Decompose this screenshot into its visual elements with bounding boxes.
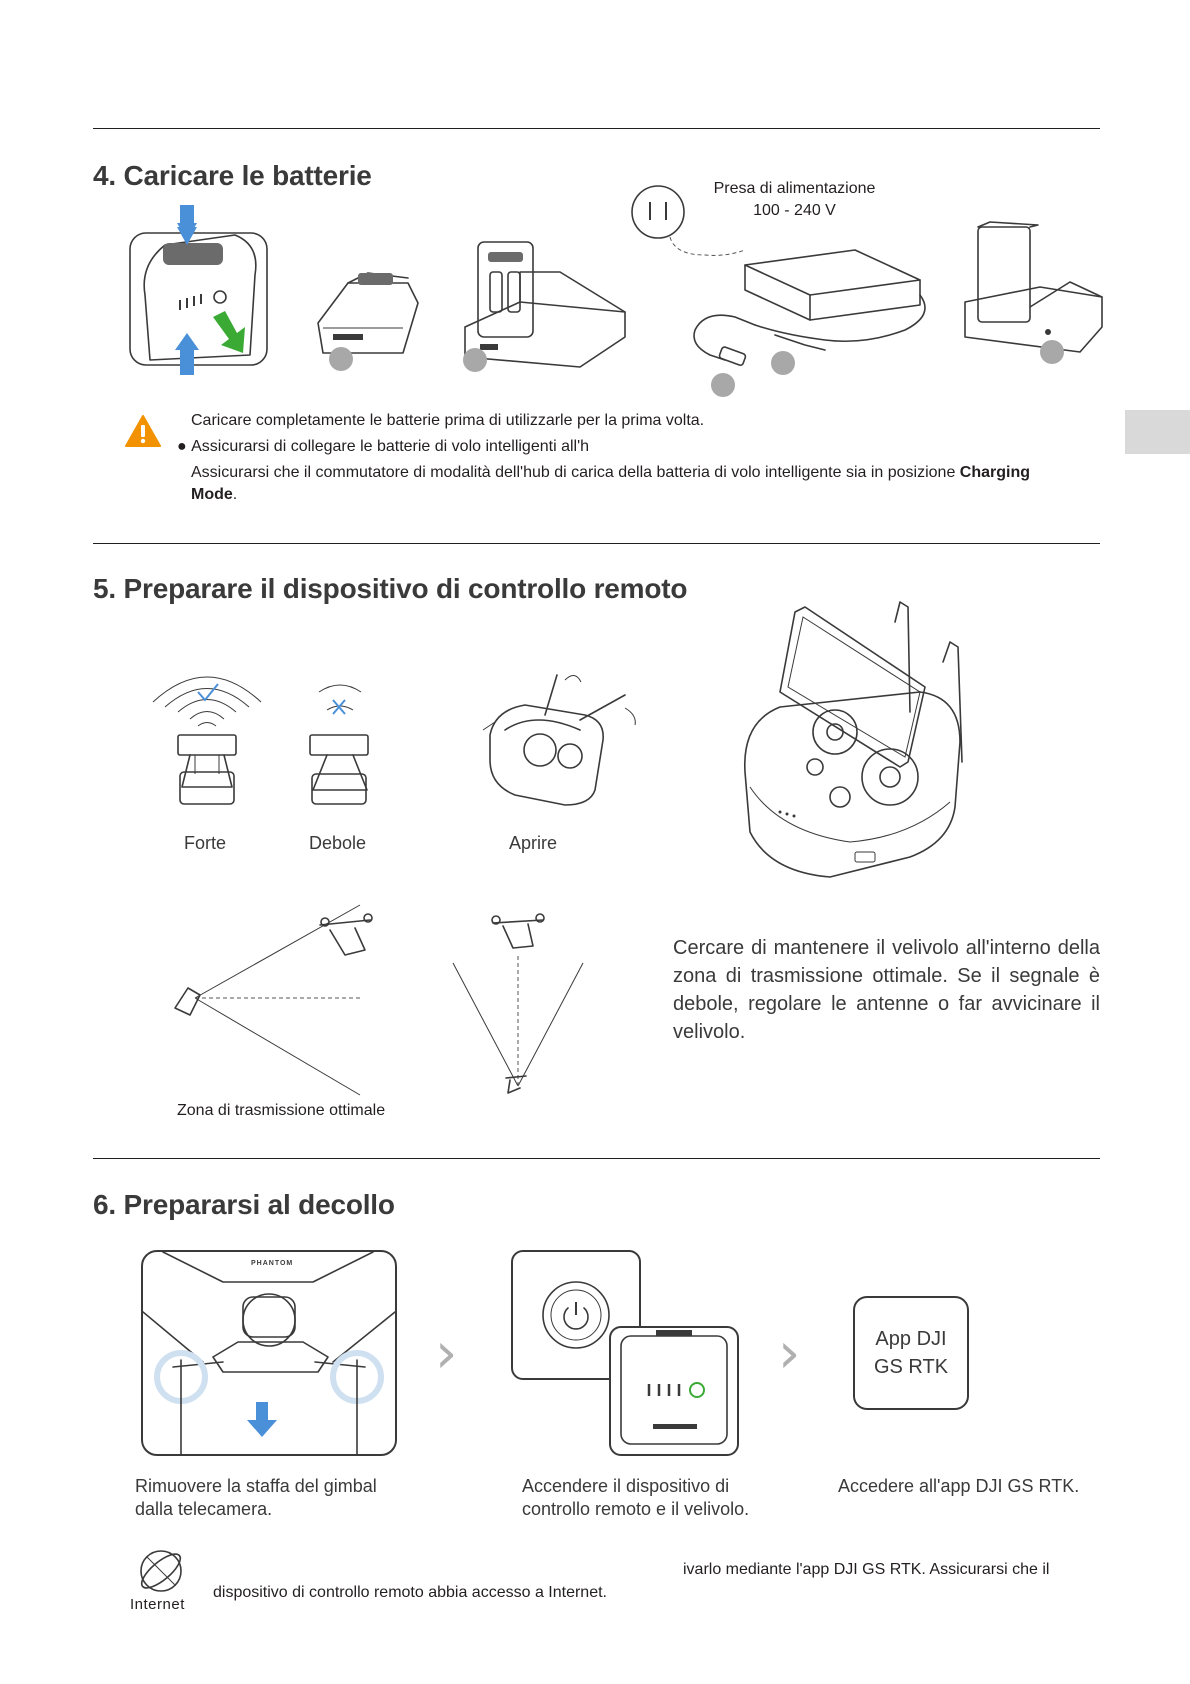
section-title-takeoff: 6. Prepararsi al decollo [93,1189,395,1220]
power-adapter-illustration [665,235,930,400]
app-box-line1: App DJI [875,1328,947,1350]
label-strong: Forte [184,833,227,853]
charging-mode-bold-2: Mode [191,486,233,503]
battery-insert-illustration [125,205,275,375]
remote-controller-illustration [740,602,985,882]
chevron-right-icon-2: › [778,1321,801,1386]
internet-note-line1: ivarlo mediante l'app DJI GS RTK. Assicurarsi che il [683,1561,1050,1578]
section-rule-top [93,128,1100,129]
transmission-zone-side-illustration [170,900,400,1100]
section-title-batteries: 4. Caricare le batterie [93,160,372,191]
open-antennas-illustration [485,670,645,815]
charging-mode-bold-1: Charging [959,464,1030,481]
app-box-line2: GS RTK [873,1356,949,1378]
drone-brand-text: PHANTOM [251,1260,294,1267]
charging-hub-illustration [460,232,630,377]
note-charging-mode-end: . [232,486,238,503]
section-title-remote: 5. Preparare il dispositivo di controllo remoto [93,573,688,604]
outlet-label [692,178,897,222]
battery-level-icon [611,1328,737,1454]
power-icon[interactable] [541,1280,611,1350]
transmission-paragraph: Cercare di mantenere il velivolo all'interno della zona di trasmissione ottimale. Se il segnale è debole, regolare le antenne o far avvicinare il velivolo. [673,937,1100,1043]
internet-note-line2: dispositivo di controllo remoto abbia accesso a Internet. [213,1584,607,1601]
step1-text: Rimuovere la staffa del gimbal dalla telecamera. [135,1476,377,1519]
note-connect-batteries [177,436,589,458]
internet-label: Internet [130,1596,185,1613]
zone-label: Zona di trasmissione ottimale [177,1102,386,1119]
battery-charger-port-illustration [313,268,423,373]
section-rule-remote [93,543,1100,544]
warning-icon [124,414,162,448]
drone-gimbal-illustration [143,1252,395,1454]
battery-dock-illustration [960,222,1110,372]
note-charging-mode-text: Assicurarsi che il commutatore di modalità dell'hub di carica della batteria di volo intelligente sia in posizione [191,464,960,481]
outlet-label-line2: 100 - 240 V [753,202,836,219]
note-charging-mode [191,462,1096,506]
label-open: Aprire [509,833,558,853]
internet-icon [135,1545,187,1597]
step3-text: Accedere all'app DJI GS RTK. [838,1476,1080,1496]
side-tab-marker [1125,410,1190,454]
label-weak: Debole [309,833,367,853]
step2-text: Accendere il dispositivo di controllo remoto e il velivolo. [522,1476,750,1519]
note-connect-batteries-text: Assicurarsi di collegare le batterie di volo intelligenti all'h [191,438,590,455]
section-rule-takeoff [93,1158,1100,1159]
outlet-label-line1: Presa di alimentazione [713,180,876,197]
transmission-zone-top-illustration [448,908,588,1093]
bullet-icon: ● [177,438,192,455]
chevron-right-icon: › [435,1321,458,1386]
aircraft-battery-panel [609,1326,739,1456]
power-outlet-icon [630,184,686,240]
gimbal-clamp-panel [141,1250,397,1456]
signal-weak-illustration [305,680,375,812]
signal-strong-illustration [150,662,265,812]
app-dji-gs-rtk-icon[interactable] [853,1296,969,1410]
note-full-charge: Caricare completamente le batterie prima di utilizzarle per la prima volta. [191,412,705,429]
